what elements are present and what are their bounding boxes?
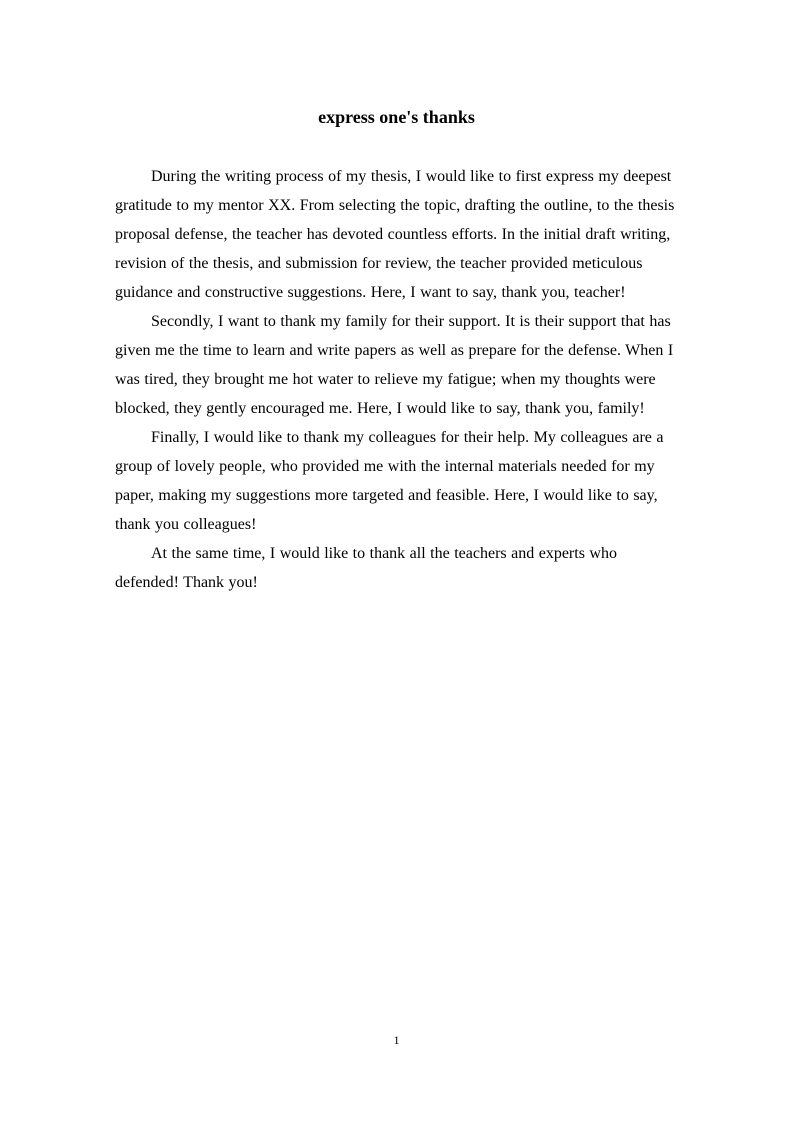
document-content bbox=[115, 103, 678, 597]
paragraph-mentor-thanks: During the writing process of my thesis, I would like to first express my deepest gratitude to my mentor XX. From selecting the topic, drafting the outline, to the thesis proposal defense, the teacher has devoted countless efforts. In the initial draft writing, revision of the thesis, and submission for review, the teacher provided meticulous guidance and constructive suggestions. Here, I want to say, thank you, teacher! bbox=[115, 168, 675, 301]
page-number: 1 bbox=[393, 1033, 400, 1047]
page-title: express one's thanks bbox=[318, 107, 475, 127]
paragraph-teachers-experts-thanks: At the same time, I would like to thank all the teachers and experts who defended! Thank you! bbox=[115, 545, 617, 591]
paragraph-colleagues-thanks: Finally, I would like to thank my colleagues for their help. My colleagues are a group of lovely people, who provided me with the internal materials needed for my paper, making my suggestions more targeted and feasible. Here, I would like to say, thank you colleagues! bbox=[115, 429, 664, 533]
paragraph-family-thanks: Secondly, I want to thank my family for their support. It is their support that has given me the time to learn and write papers as well as prepare for the defense. When I was tired, they brought me hot water to relieve my fatigue; when my thoughts were blocked, they gently encouraged me. Here, I would like to say, thank you, family! bbox=[115, 313, 674, 417]
